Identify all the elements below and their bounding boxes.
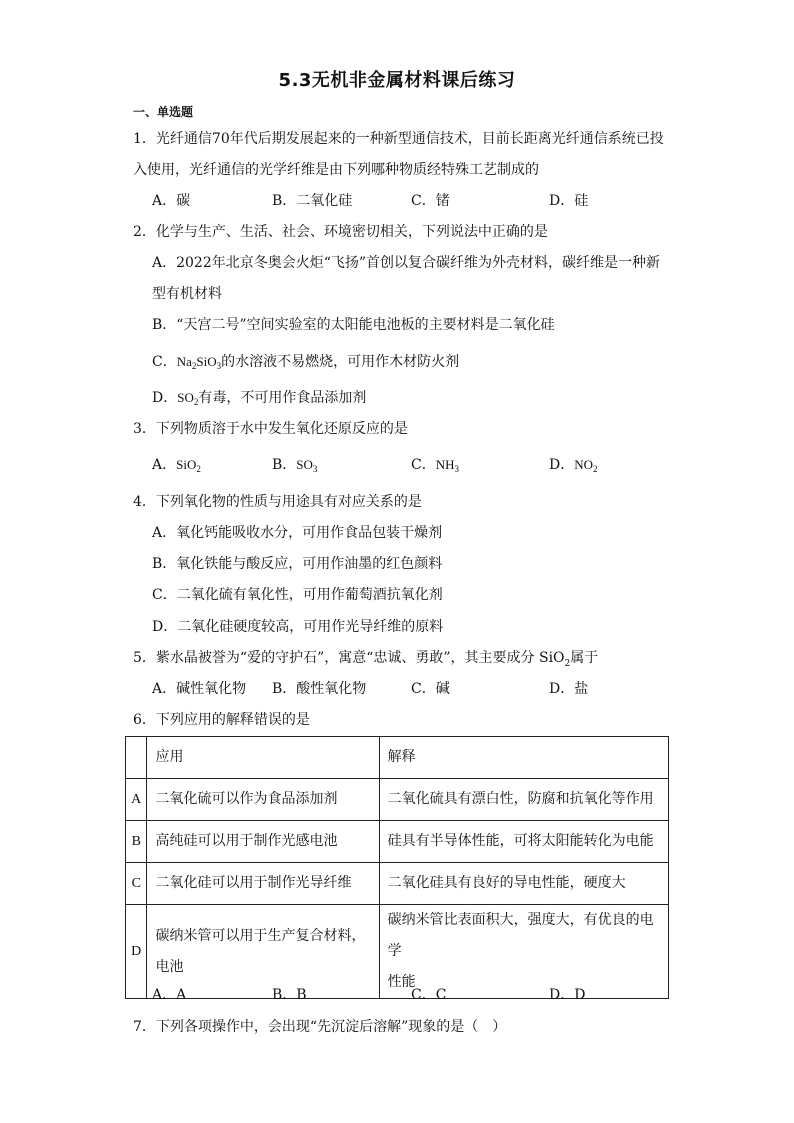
- table-header-cell: [126, 737, 147, 779]
- q2-option-c-text: 的水溶液不易燃烧，可用作木材防火剂: [221, 354, 460, 370]
- q4-option-c: C．二氧化硫有氧化性，可用作葡萄酒抗氧化剂: [152, 587, 443, 603]
- q1-option-c: C．锗: [411, 193, 450, 209]
- row-application: 二氧化硫可以作为食品添加剂: [147, 779, 379, 821]
- question-3-stem: 3．下列物质溶于水中发生氧化还原反应的是: [133, 421, 408, 437]
- question-1-line-1: 1．光纤通信70年代后期发展起来的一种新型通信技术，目前长距离光纤通信系统已投: [133, 131, 664, 147]
- q2-option-d: [152, 391, 366, 407]
- q1-option-b: B．二氧化硅: [272, 193, 353, 209]
- q4-option-a: A．氧化钙能吸收水分，可用作食品包装干燥剂: [152, 525, 443, 541]
- row-key: C: [126, 863, 147, 905]
- q6-option-d: D．D: [549, 987, 586, 1003]
- row-application: 碳纳米管可以用于生产复合材料， 电池: [147, 905, 379, 999]
- q4-option-b: B．氧化铁能与酸反应，可用作油墨的红色颜料: [152, 556, 443, 572]
- sodium-silicate-formula: $Na_2SiO_3$: [176, 354, 222, 371]
- section-heading: 一、单选题: [133, 105, 194, 119]
- table-row: [126, 821, 669, 863]
- q2-option-c: [152, 355, 459, 371]
- q4-option-d: D．二氧化硅硬度较高，可用作光导纤维的原料: [152, 619, 444, 635]
- question-1-line-2: 入使用，光纤通信的光学纤维是由下列哪种物质经特殊工艺制成的: [133, 162, 539, 178]
- table-header-row: [126, 737, 669, 779]
- q3-option-d: D．$NO_2$: [549, 457, 598, 474]
- q5-option-a: A．碱性氧化物: [152, 681, 247, 697]
- question-7-stem: 7．下列各项操作中，会出现“先沉淀后溶解”现象的是（ ）: [133, 1019, 507, 1035]
- question-4-stem: 4．下列氧化物的性质与用途具有对应关系的是: [133, 494, 422, 510]
- q6-option-b: B．B: [272, 987, 307, 1003]
- explanation-table: [125, 736, 669, 999]
- q5-option-c: C．碱: [411, 681, 450, 697]
- row-application: 二氧化硅可以用于制作光导纤维: [147, 863, 379, 905]
- row-explanation: 硅具有半导体性能，可将太阳能转化为电能: [379, 821, 668, 863]
- question-2-stem: 2．化学与生产、生活、社会、环境密切相关，下列说法中正确的是: [133, 224, 548, 240]
- row-explanation: 二氧化硅具有良好的导电性能，硬度大: [379, 863, 668, 905]
- q3-option-b: B．$SO_3$: [272, 457, 318, 474]
- page-title: 5.3无机非金属材料课后练习: [278, 70, 516, 91]
- row-key: B: [126, 821, 147, 863]
- q1-option-a: A．碳: [152, 193, 191, 209]
- table-header-cell: 应用: [147, 737, 379, 779]
- row-explanation: 二氧化硫具有漂白性，防腐和抗氧化等作用: [379, 779, 668, 821]
- q2-option-a-line-2: 型有机材料: [152, 286, 222, 302]
- q2-option-c-label: C．: [152, 354, 177, 370]
- q5-option-b: B．酸性氧化物: [272, 681, 367, 697]
- row-application: 高纯硅可以用于制作光感电池: [147, 821, 379, 863]
- sulfur-dioxide-formula: $SO_2$: [177, 390, 199, 407]
- table-header-cell: 解释: [379, 737, 668, 779]
- q6-option-a: A．A: [152, 987, 187, 1003]
- table-row: [126, 863, 669, 905]
- q2-option-b: B．“天宫二号”空间实验室的太阳能电池板的主要材料是二氧化硅: [152, 317, 555, 333]
- q2-option-d-label: D．: [152, 390, 178, 406]
- question-6-stem: 6．下列应用的解释错误的是: [133, 712, 310, 728]
- row-explanation: 碳纳米管比表面积大，强度大，有优良的电学 性能: [379, 905, 668, 999]
- q5-option-d: D．盐: [549, 681, 589, 697]
- table-row: [126, 905, 669, 999]
- row-key: A: [126, 779, 147, 821]
- q3-option-c: C．$NH_3$: [411, 457, 459, 474]
- row-key: D: [126, 905, 147, 999]
- q2-option-d-text: 有毒，不可用作食品添加剂: [198, 390, 367, 406]
- q6-option-c: C．C: [411, 987, 447, 1003]
- table-row: [126, 779, 669, 821]
- q2-option-a-line-1: A．2022年北京冬奥会火炬“飞扬”首创以复合碳纤维为外壳材料，碳纤维是一种新: [152, 255, 661, 271]
- question-5-stem: 5．紫水晶被誉为“爱的守护石”，寓意“忠诚、勇敢”，其主要成分 SiO$_2$属于: [133, 650, 599, 669]
- q1-option-d: D．硅: [549, 193, 589, 209]
- q3-option-a: A．SiO$_2$: [152, 457, 201, 474]
